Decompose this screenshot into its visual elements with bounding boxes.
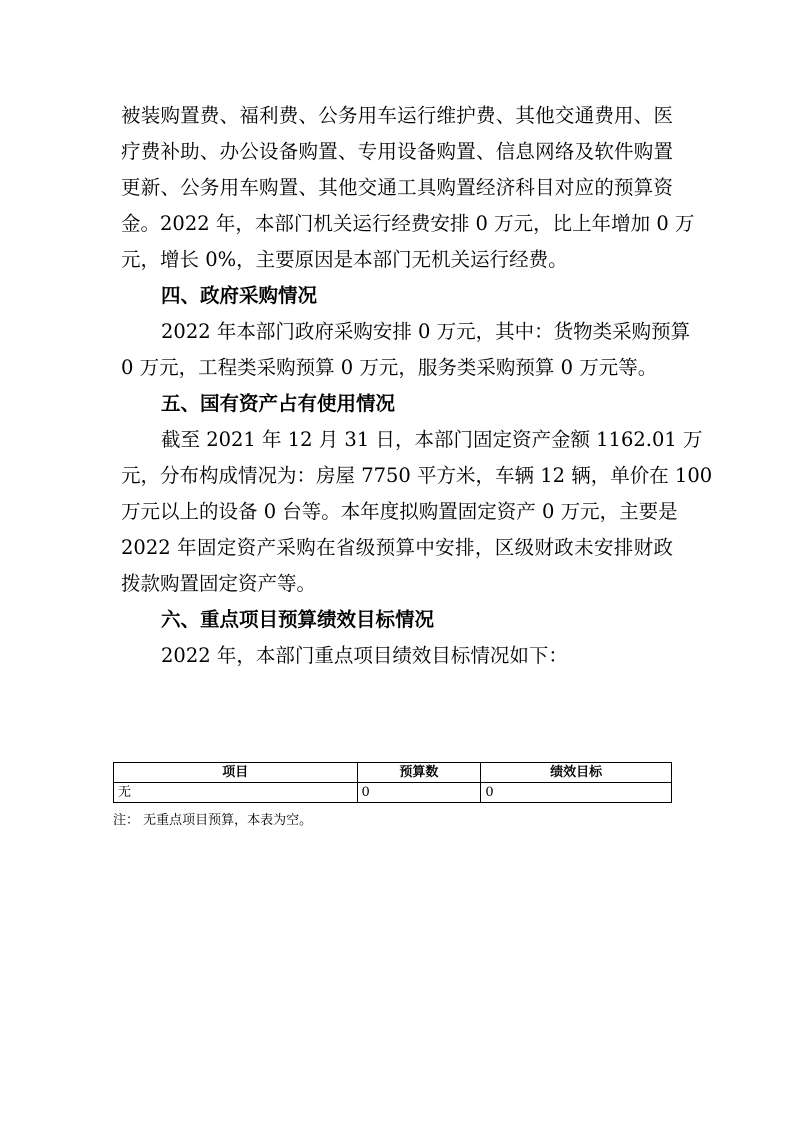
table-cell: 0 (481, 783, 672, 803)
section-heading-assets: 五、国有资产占有使用情况 (161, 392, 396, 415)
table-cell: 0 (357, 783, 481, 803)
paragraph-line: 元，增长 0%，主要原因是本部门无机关运行经费。 (121, 248, 568, 271)
table-header-row (114, 763, 672, 783)
paragraph-line: 拨款购置固定资产等。 (121, 572, 317, 595)
paragraph-line: 元，分布构成情况为：房屋 7750 平方米，车辆 12 辆，单价在 100 (121, 464, 713, 487)
paragraph-line: 截至 2021 年 12 月 31 日，本部门固定资产金额 1162.01 万 (161, 428, 703, 451)
paragraph-line: 金。2022 年，本部门机关运行经费安排 0 万元，比上年增加 0 万 (121, 212, 695, 235)
paragraph-line: 2022 年，本部门重点项目绩效目标情况如下： (161, 644, 568, 667)
section-heading-procurement: 四、政府采购情况 (161, 284, 318, 307)
paragraph-line: 被装购置费、福利费、公务用车运行维护费、其他交通费用、医 (121, 104, 673, 127)
paragraph-line: 更新、公务用车购置、其他交通工具购置经济科目对应的预算资 (121, 176, 673, 199)
column-header-budget: 预算数 (357, 763, 481, 783)
paragraph-line: 2022 年固定资产采购在省级预算中安排，区级财政未安排财政 (121, 536, 673, 559)
performance-target-table (113, 762, 672, 803)
paragraph-line: 万元以上的设备 0 台等。本年度拟购置固定资产 0 万元，主要是 (121, 500, 678, 523)
table-row (114, 783, 672, 803)
section-heading-performance: 六、重点项目预算绩效目标情况 (161, 608, 435, 631)
paragraph-line: 2022 年本部门政府采购安排 0 万元，其中：货物类采购预算 (161, 320, 691, 343)
column-header-project: 项目 (114, 763, 358, 783)
table-note: 注： 无重点项目预算，本表为空。 (113, 813, 313, 828)
paragraph-line: 0 万元，工程类采购预算 0 万元，服务类采购预算 0 万元等。 (121, 356, 658, 379)
table-cell: 无 (114, 783, 358, 803)
column-header-target: 绩效目标 (481, 763, 672, 783)
paragraph-line: 疗费补助、办公设备购置、专用设备购置、信息网络及软件购置 (121, 140, 673, 163)
